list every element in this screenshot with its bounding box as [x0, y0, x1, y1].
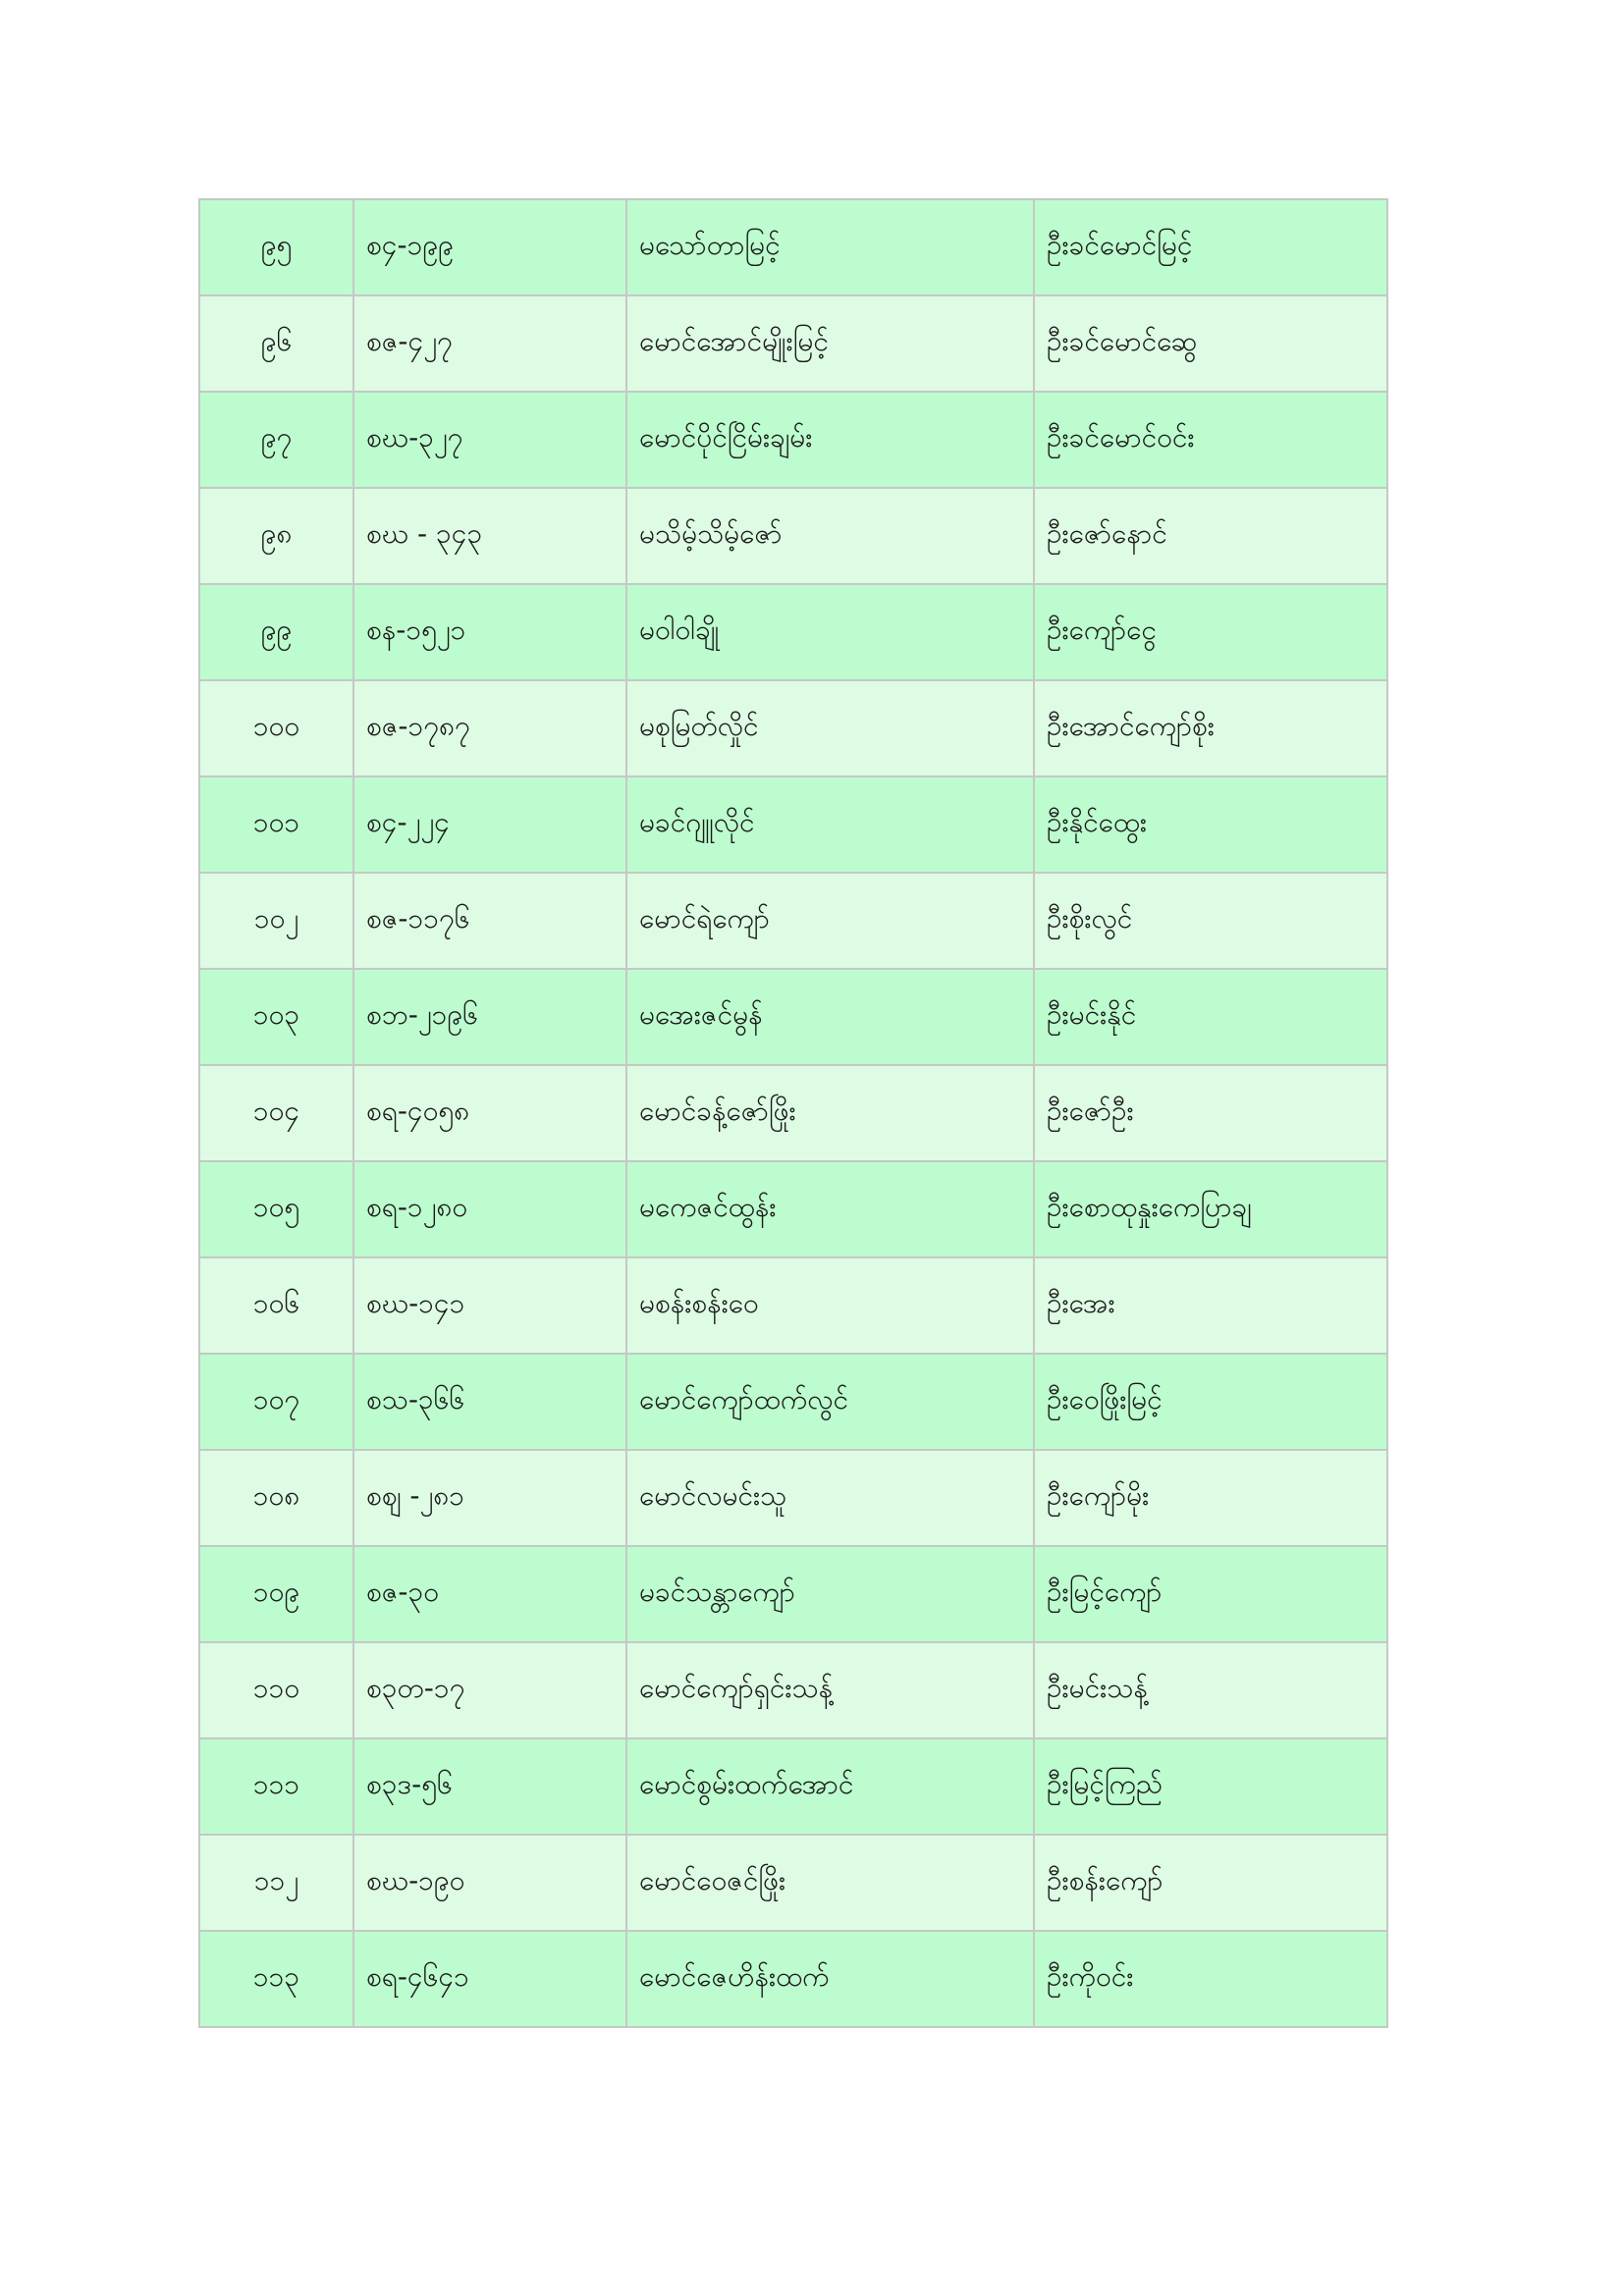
table-row [199, 199, 1387, 295]
registration-id-cell: စ၄-၂၂၄ [353, 776, 626, 873]
row-number-cell: ၁၀၃ [199, 969, 353, 1065]
row-number-cell: ၁၁၃ [199, 1931, 353, 2027]
father-name-cell: ဦးစောထုနှုးကေပြာချ [1034, 1161, 1387, 1257]
table-row [199, 969, 1387, 1065]
row-number-cell: ၁၁၁ [199, 1738, 353, 1835]
registration-id-cell: စရ-၁၂၈၀ [353, 1161, 626, 1257]
student-name-cell: မခင်ဂျူလိုင် [626, 776, 1034, 873]
student-name-cell: မခင်သန္တာကျော် [626, 1546, 1034, 1642]
registration-id-cell: စ၄-၁၉၉ [353, 199, 626, 295]
registration-id-cell: စဘ-၂၁၉၆ [353, 969, 626, 1065]
student-name-cell: မောင်ဇေဟိန်းထက် [626, 1931, 1034, 2027]
student-name-cell: မောင်စွမ်းထက်အောင် [626, 1738, 1034, 1835]
father-name-cell: ဦးခင်မောင်ဆွေ [1034, 295, 1387, 392]
father-name-cell: ဦးမင်းနိုင် [1034, 969, 1387, 1065]
registration-id-cell: စဃ - ၃၄၃ [353, 488, 626, 584]
table-row [199, 1065, 1387, 1161]
row-number-cell: ၁၀၇ [199, 1354, 353, 1450]
table-row [199, 1835, 1387, 1931]
table-row [199, 873, 1387, 969]
student-roster-table [198, 198, 1388, 2028]
student-name-cell: မောင်ကျော်ထက်လွင် [626, 1354, 1034, 1450]
registration-id-cell: စသ-၃၆၆ [353, 1354, 626, 1450]
table-row [199, 1257, 1387, 1354]
father-name-cell: ဦးကိုဝင်း [1034, 1931, 1387, 2027]
registration-id-cell: စ၃ဒ-၅၆ [353, 1738, 626, 1835]
table-row [199, 1354, 1387, 1450]
row-number-cell: ၉၇ [199, 392, 353, 488]
father-name-cell: ဦးခင်မောင်မြင့် [1034, 199, 1387, 295]
table-row [199, 1450, 1387, 1546]
row-number-cell: ၁၀၉ [199, 1546, 353, 1642]
row-number-cell: ၉၉ [199, 584, 353, 680]
registration-id-cell: စဇ-၄၂၇ [353, 295, 626, 392]
table-row [199, 680, 1387, 776]
student-name-cell: မောင်လမင်းသူ [626, 1450, 1034, 1546]
row-number-cell: ၁၀၄ [199, 1065, 353, 1161]
row-number-cell: ၉၈ [199, 488, 353, 584]
father-name-cell: ဦးအေး [1034, 1257, 1387, 1354]
father-name-cell: ဦးဝေဖြိုးမြင့် [1034, 1354, 1387, 1450]
table-row [199, 776, 1387, 873]
student-name-cell: မောင်ရဲကျော် [626, 873, 1034, 969]
student-name-cell: မသိမ့်သိမ့်ဇော် [626, 488, 1034, 584]
student-name-cell: မစုမြတ်လှိုင် [626, 680, 1034, 776]
father-name-cell: ဦးမြင့်ကျော် [1034, 1546, 1387, 1642]
father-name-cell: ဦးမင်းသန့် [1034, 1642, 1387, 1738]
father-name-cell: ဦးကျော်မိုး [1034, 1450, 1387, 1546]
father-name-cell: ဦးခင်မောင်ဝင်း [1034, 392, 1387, 488]
registration-id-cell: စဈ -၂၈၁ [353, 1450, 626, 1546]
father-name-cell: ဦးဇော်နောင် [1034, 488, 1387, 584]
student-name-cell: မောင်ခန့်ဇော်ဖြိုး [626, 1065, 1034, 1161]
registration-id-cell: စန-၁၅၂၁ [353, 584, 626, 680]
row-number-cell: ၁၀၂ [199, 873, 353, 969]
table-row [199, 1161, 1387, 1257]
table-row [199, 488, 1387, 584]
roster-body [199, 199, 1387, 2027]
student-name-cell: မောင်ပိုင်ငြိမ်းချမ်း [626, 392, 1034, 488]
row-number-cell: ၉၅ [199, 199, 353, 295]
student-name-cell: မောင်ကျော်ရှင်းသန့် [626, 1642, 1034, 1738]
row-number-cell: ၁၀၅ [199, 1161, 353, 1257]
student-name-cell: မစန်းစန်းဝေ [626, 1257, 1034, 1354]
registration-id-cell: စဇ-၃၀ [353, 1546, 626, 1642]
student-name-cell: မအေးဇင်မွန် [626, 969, 1034, 1065]
registration-id-cell: စရ-၄၆၄၁ [353, 1931, 626, 2027]
row-number-cell: ၁၀၁ [199, 776, 353, 873]
registration-id-cell: စဃ-၁၄၁ [353, 1257, 626, 1354]
table-row [199, 295, 1387, 392]
father-name-cell: ဦးကျော်ငွေ [1034, 584, 1387, 680]
registration-id-cell: စ၃တ-၁၇ [353, 1642, 626, 1738]
row-number-cell: ၁၀၈ [199, 1450, 353, 1546]
registration-id-cell: စဇ-၁၁၇၆ [353, 873, 626, 969]
student-name-cell: မောင်ဝေဇင်ဖြိုး [626, 1835, 1034, 1931]
row-number-cell: ၁၁၀ [199, 1642, 353, 1738]
student-name-cell: မသော်တာမြင့် [626, 199, 1034, 295]
student-name-cell: မကေဇင်ထွန်း [626, 1161, 1034, 1257]
row-number-cell: ၁၀၆ [199, 1257, 353, 1354]
row-number-cell: ၁၁၂ [199, 1835, 353, 1931]
registration-id-cell: စဇ-၁၇၈၇ [353, 680, 626, 776]
father-name-cell: ဦးစိုးလွင် [1034, 873, 1387, 969]
table-row [199, 1931, 1387, 2027]
table-row [199, 1642, 1387, 1738]
registration-id-cell: စရ-၄၀၅၈ [353, 1065, 626, 1161]
registration-id-cell: စဃ-၁၉၀ [353, 1835, 626, 1931]
table-row [199, 1546, 1387, 1642]
table-row [199, 584, 1387, 680]
registration-id-cell: စဃ-၃၂၇ [353, 392, 626, 488]
father-name-cell: ဦးနိုင်ထွေး [1034, 776, 1387, 873]
row-number-cell: ၁၀၀ [199, 680, 353, 776]
father-name-cell: ဦးစန်းကျော် [1034, 1835, 1387, 1931]
father-name-cell: ဦးမြင့်ကြည် [1034, 1738, 1387, 1835]
row-number-cell: ၉၆ [199, 295, 353, 392]
table-row [199, 1738, 1387, 1835]
table-row [199, 392, 1387, 488]
student-name-cell: မောင်အောင်မျိုးမြင့် [626, 295, 1034, 392]
student-name-cell: မဝါဝါချို [626, 584, 1034, 680]
father-name-cell: ဦးအောင်ကျော်စိုး [1034, 680, 1387, 776]
father-name-cell: ဦးဇော်ဦး [1034, 1065, 1387, 1161]
